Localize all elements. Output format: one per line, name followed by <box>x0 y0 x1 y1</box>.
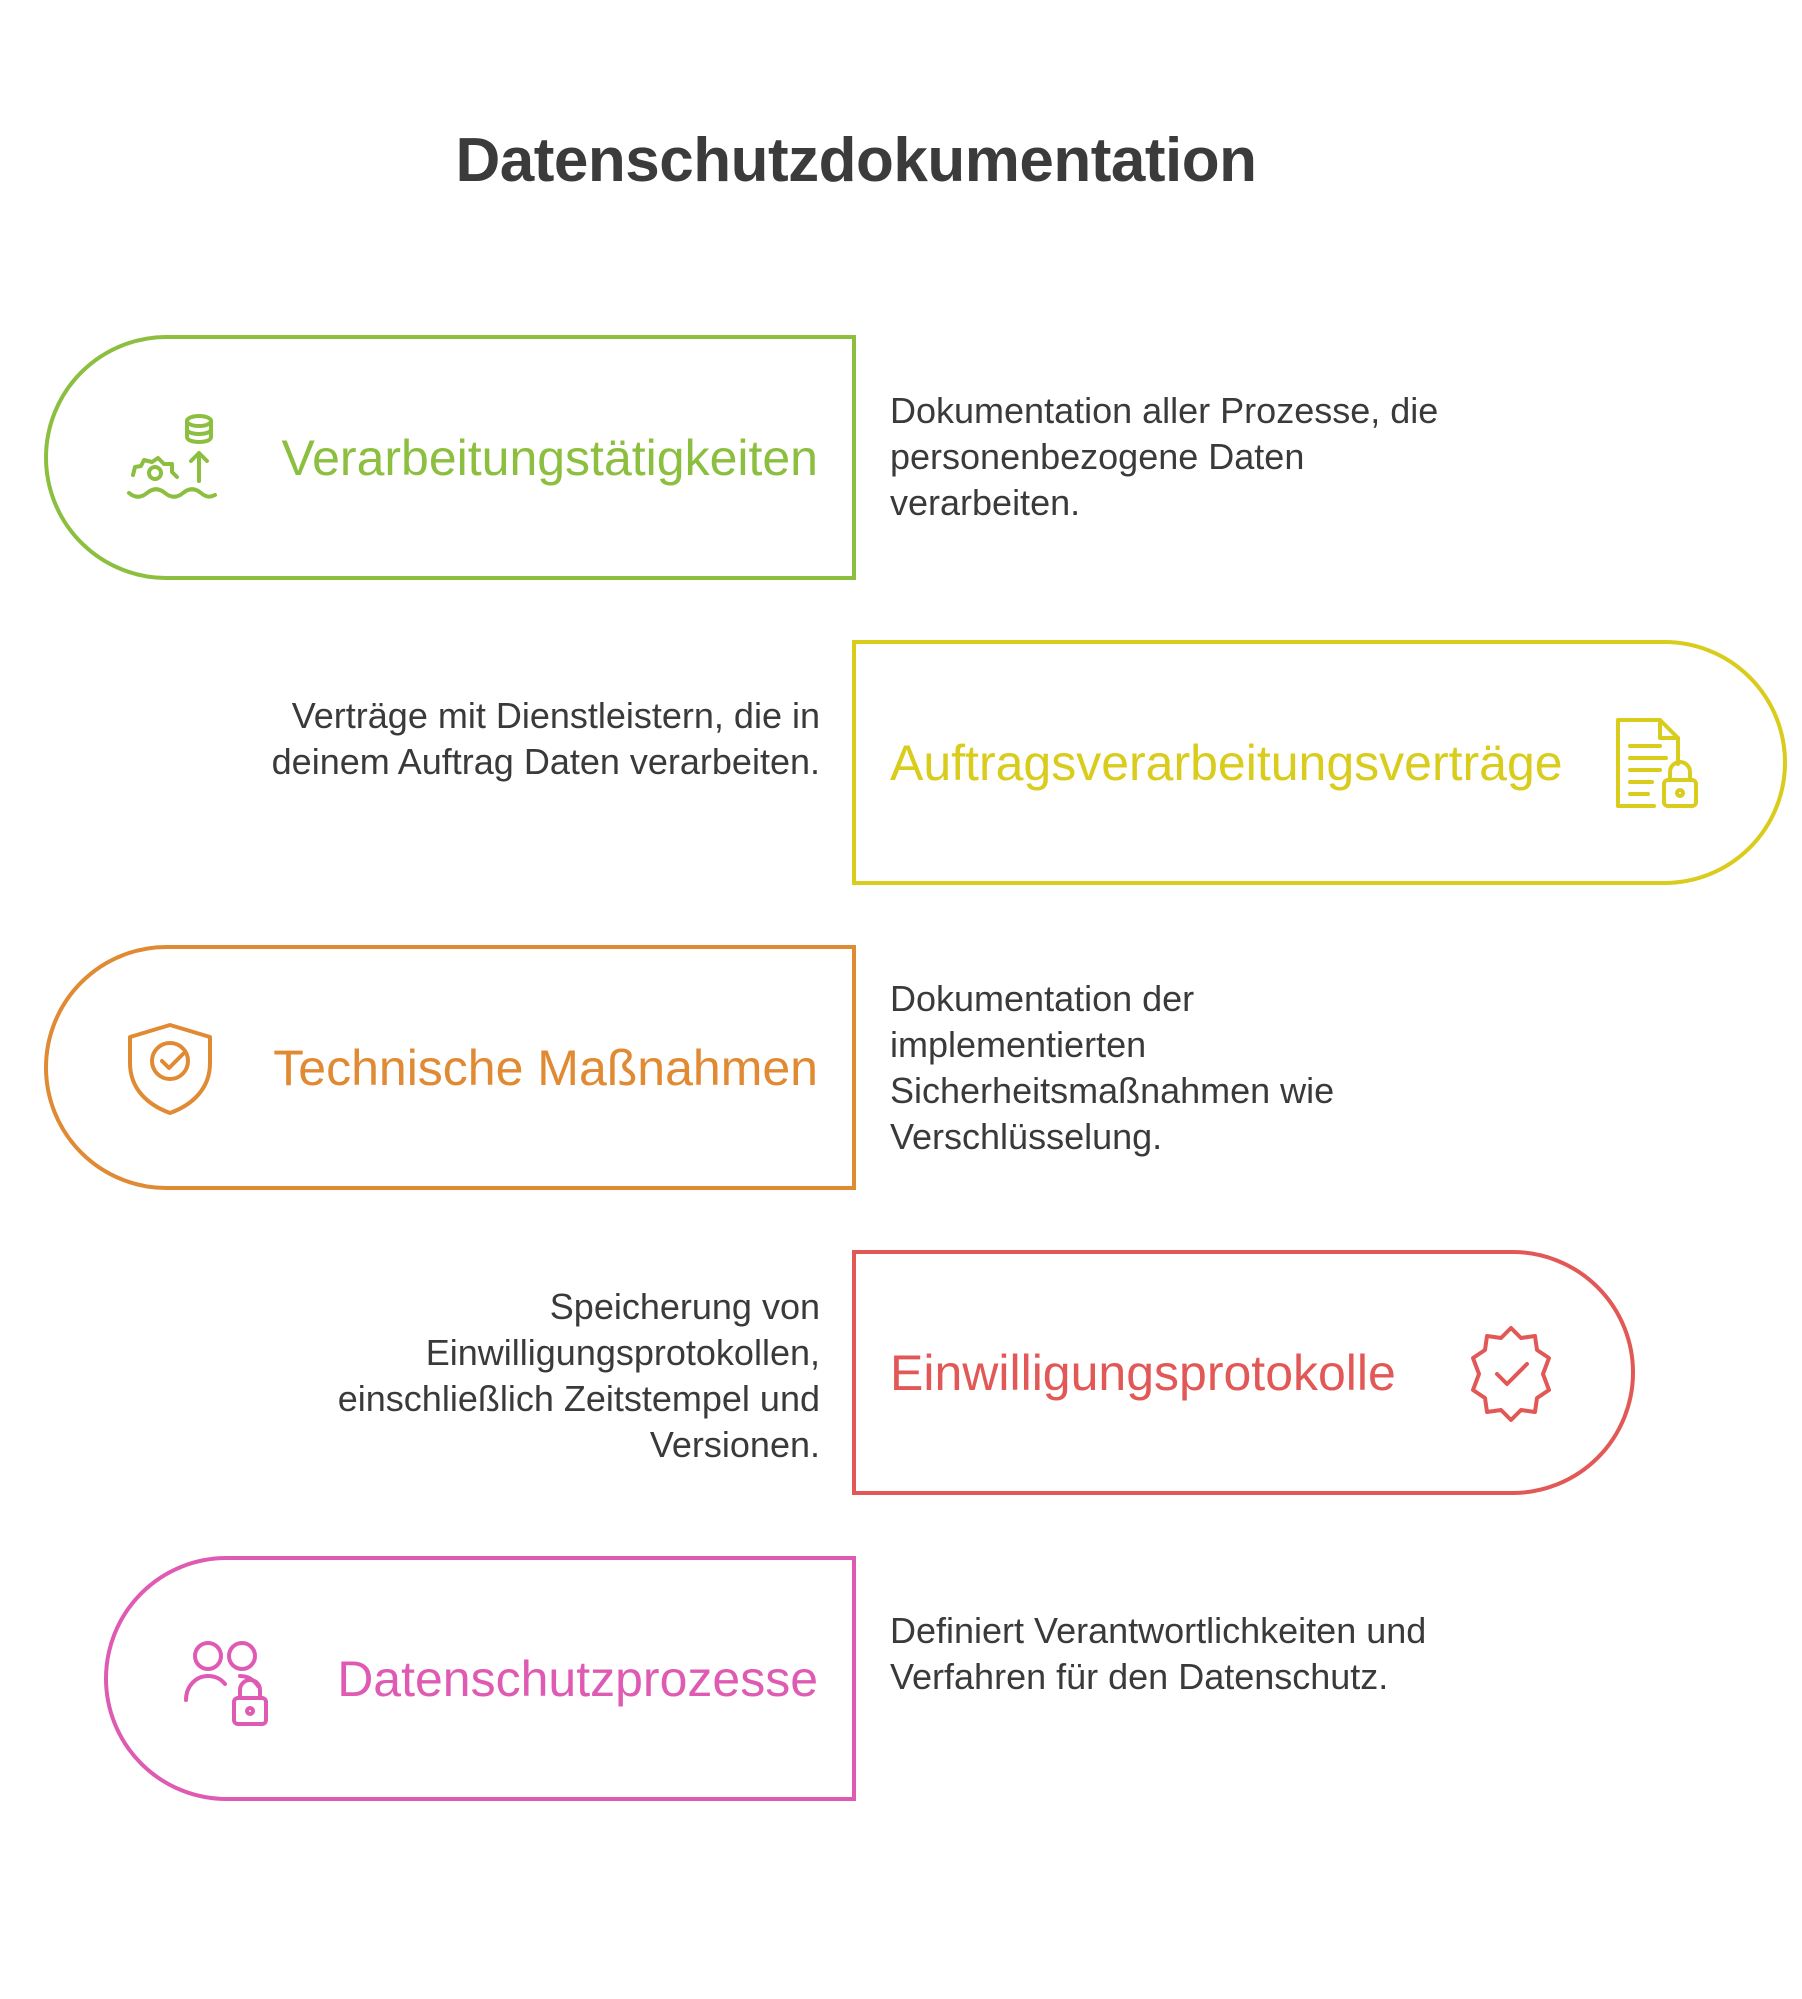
step-description: Dokumentation der implementierten Sicherheitsmaßnahmen wie Verschlüsselung. <box>890 978 1335 1157</box>
step-description: Definiert Verantwortlichkeiten und Verfahren für den Datenschutz. <box>890 1610 1427 1697</box>
locked-document-icon <box>1606 714 1706 814</box>
step-label: Datenschutzprozesse <box>337 1650 818 1707</box>
step-einwilligungsprotokolle <box>852 1250 1635 1495</box>
step-description: Speicherung von Einwilligungsprotokollen, einschließlich Zeitstempel und Versionen. <box>337 1286 820 1465</box>
users-lock-icon <box>180 1630 280 1730</box>
step-label: Verarbeitungstätigkeiten <box>281 429 818 486</box>
step-verarbeitungstaetigkeiten <box>44 335 856 580</box>
step-label: Einwilligungsprotokolle <box>890 1344 1396 1401</box>
step-label: Auftragsverarbeitungsverträge <box>890 734 1563 791</box>
step-auftragsverarbeitungsvertraege <box>852 640 1787 885</box>
shield-check-icon <box>120 1019 220 1119</box>
step-label: Technische Maßnahmen <box>273 1039 818 1096</box>
page-title: Datenschutzdokumentation <box>455 126 1257 195</box>
step-description: Verträge mit Dienstleistern, die in deinem Auftrag Daten verarbeiten. <box>271 695 820 782</box>
step-description: Dokumentation aller Prozesse, die personenbezogene Daten verarbeiten. <box>890 390 1439 523</box>
data-processing-icon <box>123 409 223 509</box>
step-datenschutzprozesse <box>104 1556 856 1801</box>
step-technische-massnahmen <box>44 945 856 1190</box>
verified-badge-icon <box>1461 1324 1561 1424</box>
